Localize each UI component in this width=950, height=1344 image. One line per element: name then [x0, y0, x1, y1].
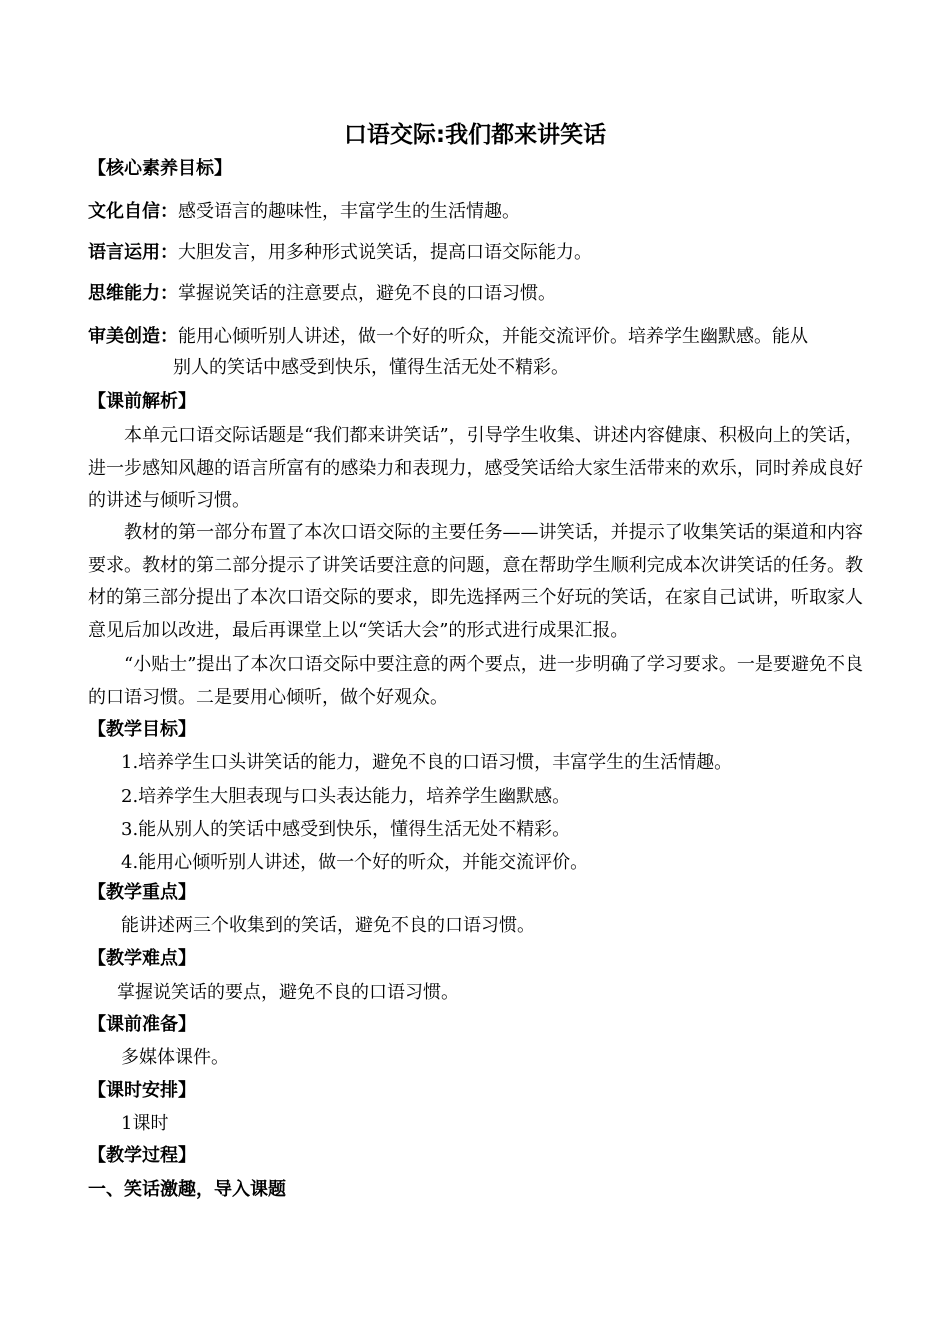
key-points-heading: 【教学重点】	[88, 882, 196, 903]
difficulties-text: 掌握说笑话的要点，避免不良的口语习惯。	[117, 982, 459, 1003]
teaching-goal-item: 1.培养学生口头讲笑话的能力，避免不良的口语习惯，丰富学生的生活情趣。	[121, 752, 733, 773]
key-points-text: 能讲述两三个收集到的笑话，避免不良的口语习惯。	[121, 915, 535, 936]
analysis-heading: 【课前解析】	[88, 391, 196, 412]
difficulties-heading: 【教学难点】	[88, 948, 196, 969]
process-section-title: 一、笑话激趣，导入课题	[88, 1179, 286, 1200]
goal-aesthetic-cont: 别人的笑话中感受到快乐，懂得生活无处不精彩。	[173, 357, 569, 378]
goal-thinking	[88, 281, 556, 307]
process-heading: 【教学过程】	[88, 1145, 196, 1166]
goal-label: 文化自信：	[88, 201, 178, 222]
goal-language	[88, 240, 592, 266]
schedule-heading: 【课时安排】	[88, 1080, 196, 1101]
preparation-heading: 【课前准备】	[88, 1014, 196, 1035]
goal-label: 思维能力：	[88, 283, 178, 304]
goal-text: 掌握说笑话的注意要点，避免不良的口语习惯。	[178, 283, 556, 304]
page-title: 口语交际:我们都来讲笑话	[343, 122, 607, 148]
analysis-paragraph: 本单元口语交际话题是“我们都来讲笑话”，引导学生收集、讲述内容健康、积极向上的笑话，进一步感知风趣的语言所富有的感染力和表现力，感受笑话给大家生活带来的欢乐，同时养成良好的讲述与倾听习惯。	[88, 425, 863, 511]
analysis-paragraph: “小贴士”提出了本次口语交际中要注意的两个要点，进一步明确了学习要求。一是要避免不良的口语习惯。二是要用心倾听，做个好观众。	[88, 654, 863, 708]
goal-text: 能用心倾听别人讲述，做一个好的听众，并能交流评价。培养学生幽默感。能从	[178, 326, 808, 347]
preparation-text: 多媒体课件。	[121, 1047, 229, 1068]
core-goals-heading: 【核心素养目标】	[88, 158, 232, 179]
goal-culture	[88, 199, 520, 225]
teaching-goals-heading: 【教学目标】	[88, 719, 196, 740]
teaching-goal-item: 3.能从别人的笑话中感受到快乐，懂得生活无处不精彩。	[121, 819, 571, 840]
teaching-goal-item: 4.能用心倾听别人讲述，做一个好的听众，并能交流评价。	[121, 852, 589, 873]
goal-text: 大胆发言，用多种形式说笑话，提高口语交际能力。	[178, 242, 592, 263]
goal-label: 语言运用：	[88, 242, 178, 263]
goal-text: 感受语言的趣味性，丰富学生的生活情趣。	[178, 201, 520, 222]
goal-label: 审美创造：	[88, 326, 178, 347]
schedule-text: 1课时	[121, 1113, 169, 1134]
analysis-paragraph: 教材的第一部分布置了本次口语交际的主要任务——讲笑话，并提示了收集笑话的渠道和内容要求。教材的第二部分提示了讲笑话要注意的问题，意在帮助学生顺利完成本次讲笑话的任务。教材的第三部分提出了本次口语交际的要求，即先选择两三个好玩的笑话，在家自己试讲，听取家人意见后加以改进，最后再课堂上以“笑话大会”的形式进行成果汇报。	[88, 522, 863, 641]
goal-aesthetic	[88, 324, 808, 350]
teaching-goal-item: 2.培养学生大胆表现与口头表达能力，培养学生幽默感。	[121, 786, 571, 807]
